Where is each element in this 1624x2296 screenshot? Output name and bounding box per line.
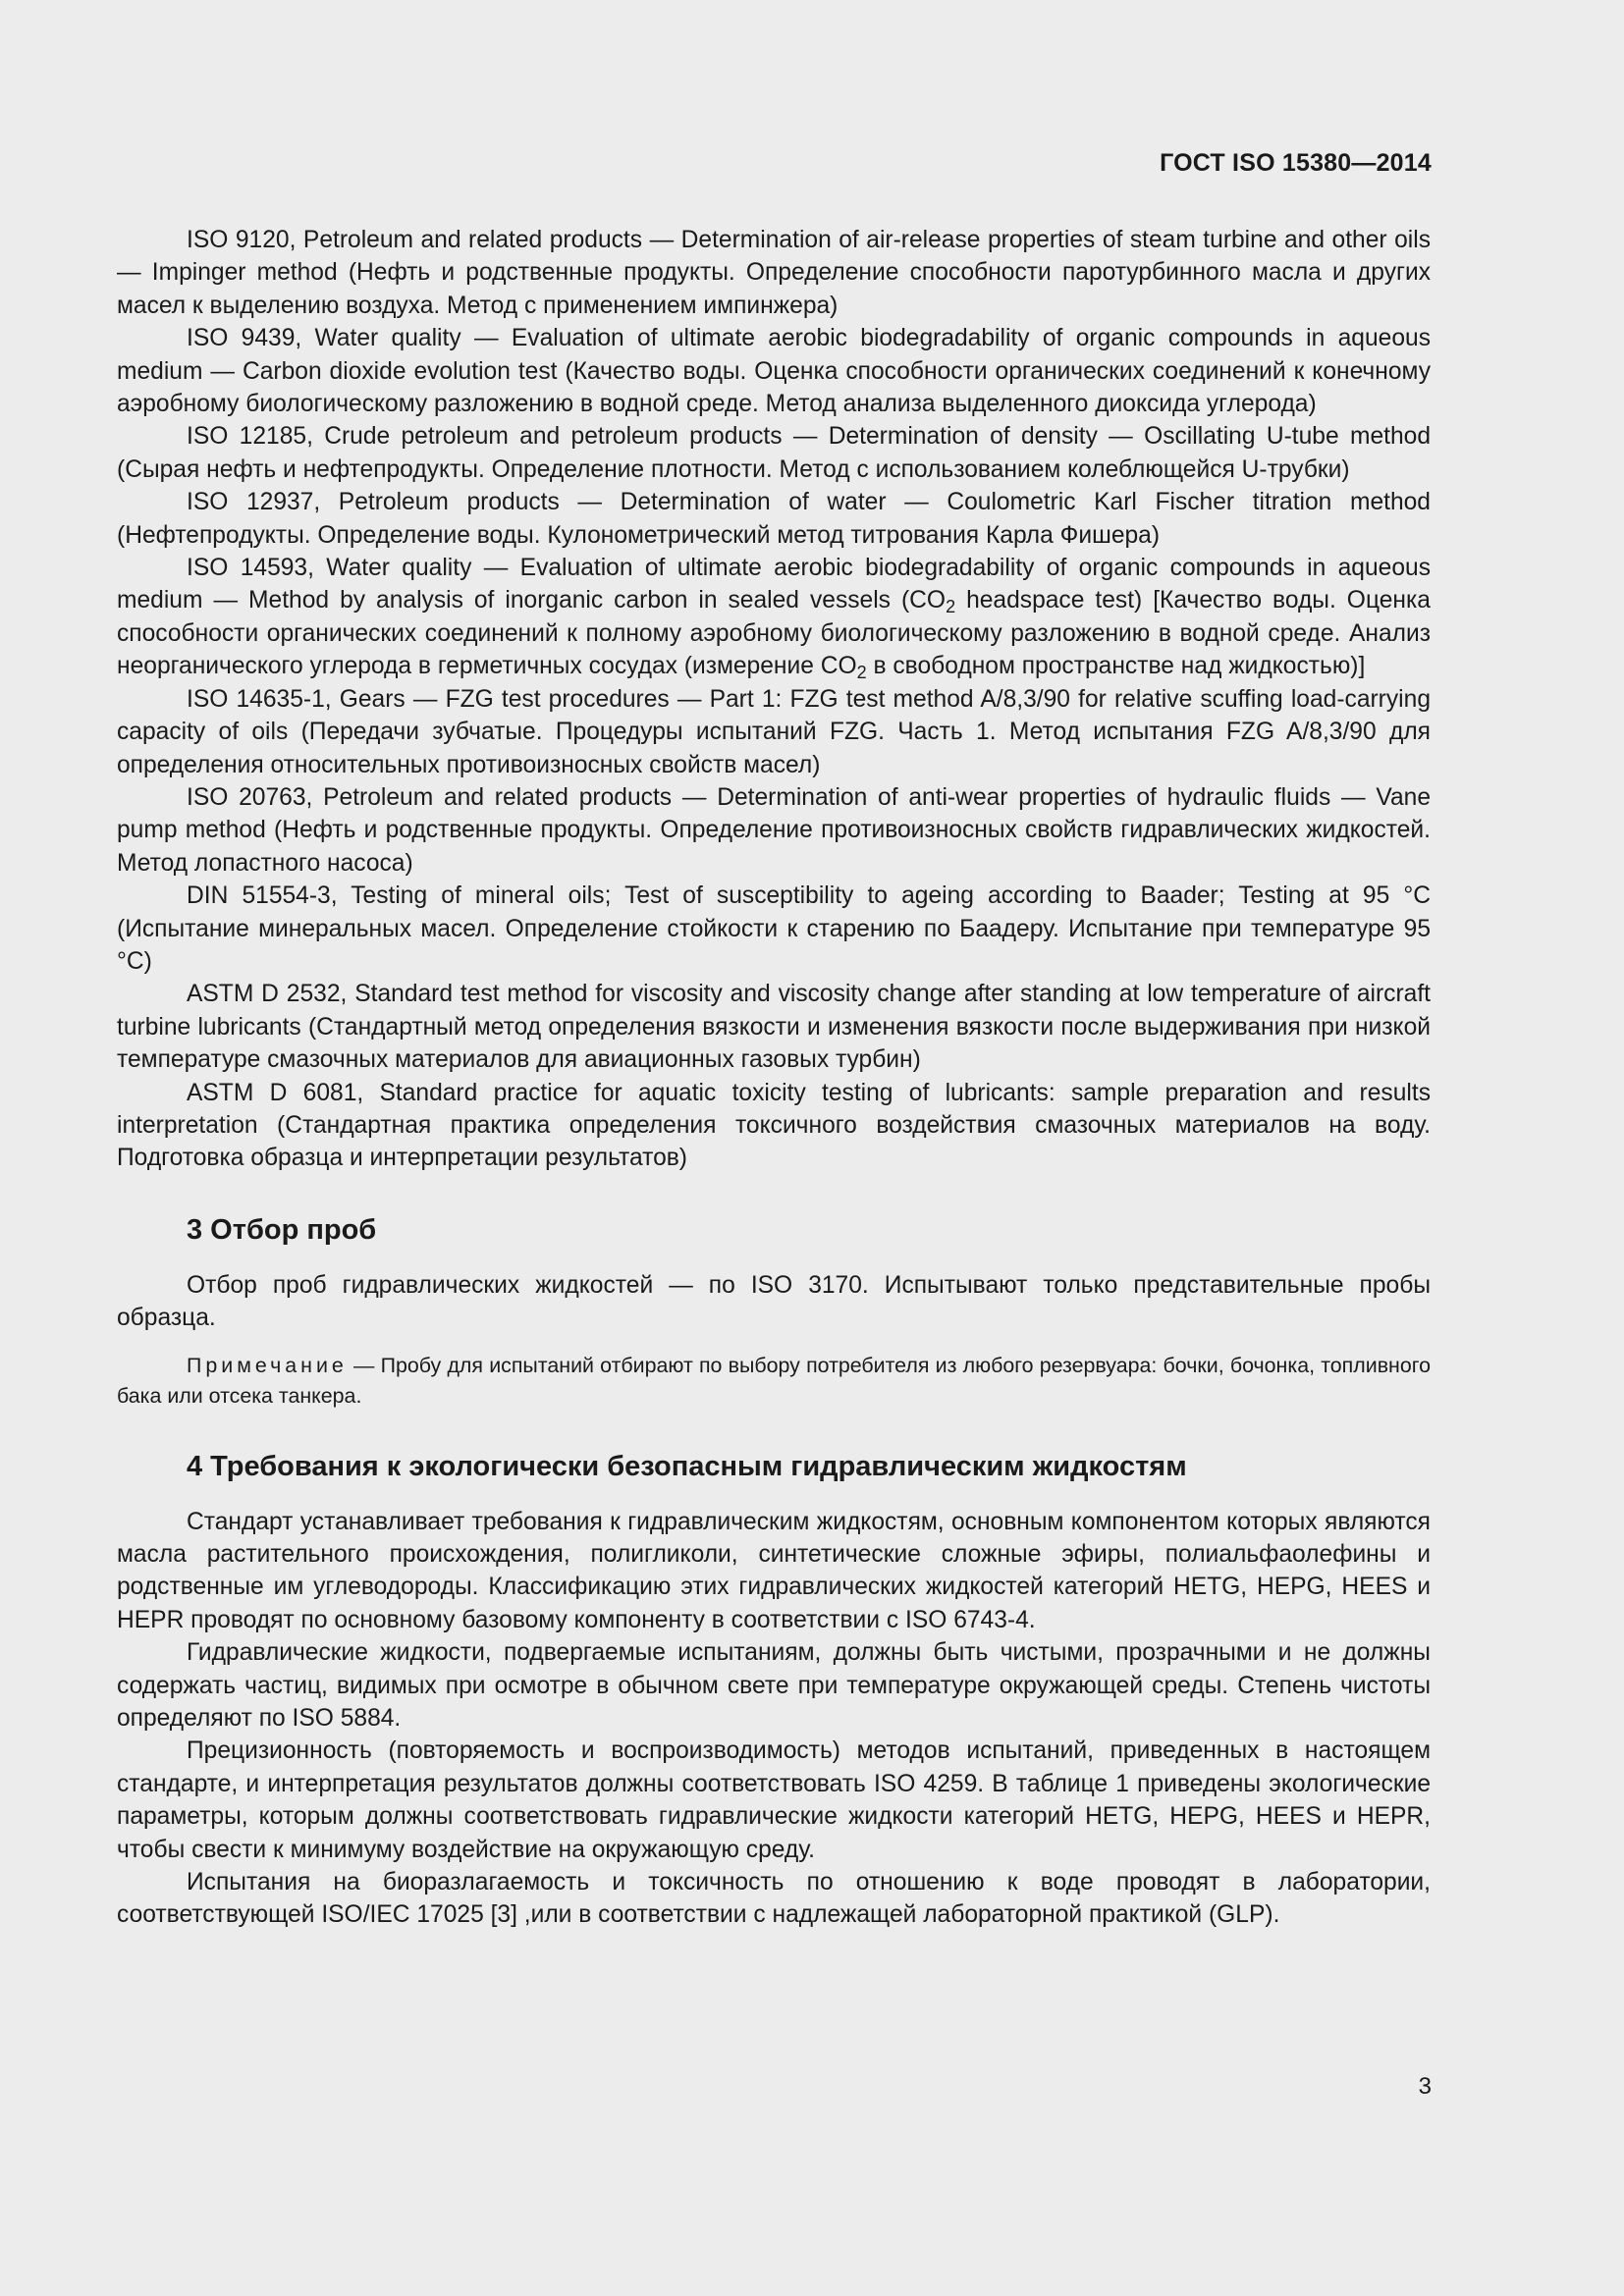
section-3-heading: 3 Отбор проб: [187, 1213, 377, 1246]
reference-text-part: headspace test) [Качество воды. Оценка способности органических соединений к полному аэробному биологическому разложению в водной среде. Анализ неорганического углерода в герметичных сосудах (измерение CO: [117, 587, 1431, 680]
note-text: — Пробу для испытаний отбирают по выбору потребителя из любого резервуара: бочки, бочонка, топливного бака или отсека танкера.: [117, 1353, 1431, 1408]
subscript: 2: [856, 663, 867, 683]
subscript: 2: [946, 597, 956, 617]
section-4-paragraph: Стандарт устанавливает требования к гидравлическим жидкостям, основным компонентом которых являются масла растительного происхождения, полигликоли, синтетические сложные эфиры, полиальфаолефины и родственные им углеводороды. Классификацию этих гидравлических жидкостей категорий HETG, HEPG, HEES и HEPR проводят по основному базовому компоненту в соответствии с ISO 6743-4.: [117, 1508, 1431, 1633]
reference-item: DIN 51554-3, Testing of mineral oils; Test of susceptibility to ageing according to Baader; Testing at 95 °C (Испытание минеральных масел. Определение стойкости к старению по Баадеру. Испытание при температуре 95 °C): [117, 882, 1431, 975]
note-label: Примечание: [187, 1353, 348, 1377]
reference-item: ASTM D 6081, Standard practice for aquatic toxicity testing of lubricants: sample preparation and results interpretation (Стандартная практика определения токсичного воздействия смазочных материалов на воду. Подготовка образца и интерпретации результатов): [117, 1079, 1431, 1172]
normative-references-list: [117, 224, 1431, 1175]
section-4-paragraph: Испытания на биоразлагаемость и токсичность по отношению к воде проводят в лаборатории, соответствующей ISO/IEC 17025 [3] ,или в соответствии с надлежащей лабораторной практикой (GLP).: [117, 1869, 1431, 1929]
reference-item: ISO 14635-1, Gears — FZG test procedures — Part 1: FZG test method A/8,3/90 for relative scuffing load-carrying capacity of oils (Передачи зубчатые. Процедуры испытаний FZG. Часть 1. Метод испытания FZG A/8,3/90 для определения относительных противоизносных свойств масел): [117, 685, 1431, 778]
document-header: ГОСТ ISO 15380—2014: [1160, 149, 1432, 177]
section-3-note: [117, 1351, 1431, 1412]
section-4-heading: 4 Требования к экологически безопасным гидравлическим жидкостям: [187, 1450, 1187, 1482]
section-3-paragraph: Отбор проб гидравлических жидкостей — по ISO 3170. Испытывают только представительные пробы образца.: [117, 1271, 1431, 1332]
page-content: [117, 224, 1431, 1932]
reference-text-part: ISO 14593, Water quality — Evaluation of ultimate aerobic biodegradability of organic compounds in aqueous medium — Method by analysis of inorganic carbon in sealed vessels (CO: [117, 555, 1431, 614]
reference-item: ISO 9439, Water quality — Evaluation of ultimate aerobic biodegradability of organic compounds in aqueous medium — Carbon dioxide evolution test (Качество воды. Оценка способности органических соединений к конечному аэробному биологическому разложению в водной среде. Метод анализа выделенного диоксида углерода): [117, 325, 1431, 418]
reference-item: ISO 12185, Crude petroleum and petroleum products — Determination of density — Oscillating U-tube method (Сырая нефть и нефтепродукты. Определение плотности. Метод с использованием колеблющейся U-трубки): [117, 423, 1431, 483]
reference-item: ISO 9120, Petroleum and related products — Determination of air-release properties of steam turbine and other oils — Impinger method (Нефть и родственные продукты. Определение способности паротурбинного масла и других масел к выделению воздуха. Метод с применением импинжера): [117, 227, 1431, 319]
reference-item: [117, 552, 1431, 683]
section-4-paragraph: Прецизионность (повторяемость и воспроизводимость) методов испытаний, приведенных в настоящем стандарте, и интерпретация результатов должны соответствовать ISO 4259. В таблице 1 приведены экологические параметры, которым должны соответствовать гидравлические жидкости категорий HETG, HEPG, HEES и HEPR, чтобы свести к минимуму воздействие на окружающую среду.: [117, 1737, 1431, 1863]
section-4-paragraph: Гидравлические жидкости, подвергаемые испытаниям, должны быть чистыми, прозрачными и не должны содержать частиц, видимых при осмотре в обычном свете при температуре окружающей среды. Степень чистоты определяют по ISO 5884.: [117, 1639, 1431, 1733]
reference-item: ASTM D 2532, Standard test method for viscosity and viscosity change after standing at low temperature of aircraft turbine lubricants (Стандартный метод определения вязкости и изменения вязкости после выдерживания при низкой температуре смазочных материалов для авиационных газовых турбин): [117, 981, 1431, 1074]
page-number: 3: [1418, 2073, 1432, 2100]
reference-item: ISO 12937, Petroleum products — Determination of water — Coulometric Karl Fischer titration method (Нефтепродукты. Определение воды. Кулонометрический метод титрования Карла Фишера): [117, 489, 1431, 549]
reference-item: ISO 20763, Petroleum and related products — Determination of anti-wear properties of hydraulic fluids — Vane pump method (Нефть и родственные продукты. Определение противоизносных свойств гидравлических жидкостей. Метод лопастного насоса): [117, 783, 1431, 877]
reference-text-part: в свободном пространстве над жидкостью)]: [866, 653, 1366, 680]
